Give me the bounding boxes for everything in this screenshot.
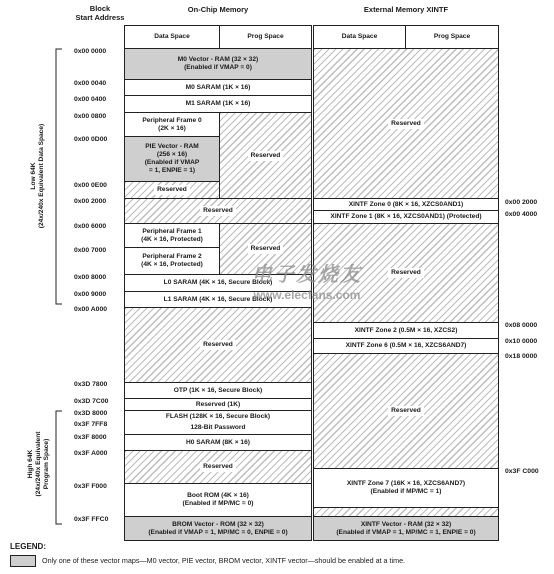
zone7-title: XINTF Zone 7 (16K × 16, XZCS6AND7) xyxy=(346,480,466,487)
addr-0x3fa000: 0x3F A000 xyxy=(74,450,108,457)
addr-0x002000: 0x00 2000 xyxy=(74,198,107,205)
external-data-space-header: Data Space xyxy=(313,25,406,49)
pf2-size: (4K × 16, Protected) xyxy=(141,261,203,268)
reserved-prog-block-0800: Reserved xyxy=(219,112,312,199)
header-start-address: Start Address xyxy=(75,13,125,22)
xintf-vector-title: XINTF Vector - RAM (32 × 32) xyxy=(360,520,452,528)
m0-saram-block: M0 SARAM (1K × 16) xyxy=(124,79,312,96)
high-64k-label: High 64K (24x/240x Equivalent Program Space) xyxy=(27,431,50,497)
addr-right-0x080000: 0x08 0000 xyxy=(505,322,538,329)
boot-rom-note: (Enabled if MP/MC = 0) xyxy=(182,500,254,507)
xintf-zone-7-block xyxy=(313,468,499,508)
xintf-vector-ram-block xyxy=(313,516,499,541)
flash-block: FLASH (128K × 16, Secure Block) xyxy=(124,410,312,423)
boot-rom-block xyxy=(124,483,312,517)
addr-0x3ff000: 0x3F F000 xyxy=(74,483,107,490)
m1-saram-block: M1 SARAM (1K × 16) xyxy=(124,95,312,113)
addr-right-0x3fc000: 0x3F C000 xyxy=(505,468,539,475)
addr-0x3d7c00: 0x3D 7C00 xyxy=(74,398,109,405)
h0-saram-block: H0 SARAM (8K × 16) xyxy=(124,434,312,451)
pie-vector-title: PIE Vector - RAM xyxy=(145,143,199,150)
watermark xyxy=(232,258,382,302)
addr-0x000800: 0x00 0800 xyxy=(74,113,107,120)
xintf-zone-1-block: XINTF Zone 1 (8K × 16, XZCS0AND1) (Protected) xyxy=(313,210,499,224)
external-memory-header: External Memory XINTF xyxy=(363,5,449,14)
on-chip-data-space-header: Data Space xyxy=(124,25,220,49)
otp-block: OTP (1K × 16, Secure Block) xyxy=(124,382,312,399)
addr-right-0x002000: 0x00 2000 xyxy=(505,199,538,206)
zone7-note: (Enabled if MP/MC = 1) xyxy=(370,488,442,495)
l0-saram-block: L0 SARAM (4K × 16, Secure Block) xyxy=(124,274,312,292)
addr-0x000400: 0x00 0400 xyxy=(74,96,107,103)
addr-0x00a000: 0x00 A000 xyxy=(74,306,108,313)
password-block: 128-Bit Password xyxy=(124,422,312,435)
legend-title: LEGEND: xyxy=(10,542,46,551)
pie-vector-note-2: = 1, ENPIE = 1) xyxy=(148,167,196,174)
watermark-chinese: 电子发烧友 xyxy=(252,262,362,286)
high-64k-bracket xyxy=(50,410,64,530)
addr-0x3f8000: 0x3F 8000 xyxy=(74,434,107,441)
brom-vector-rom-block xyxy=(124,516,312,541)
low-64k-bracket xyxy=(50,48,64,310)
block-start-address-header xyxy=(70,4,130,22)
peripheral-frame-2-block xyxy=(124,247,220,275)
m0-vector-ram-block xyxy=(124,48,312,80)
pf2-title: Peripheral Frame 2 xyxy=(142,253,202,260)
external-prog-space-header: Prog Space xyxy=(405,25,499,49)
reserved-block-2000: Reserved xyxy=(124,198,312,224)
pie-vector-note-1: (Enabled if VMAP xyxy=(144,159,200,166)
reserved-1k-block: Reserved (1K) xyxy=(124,398,312,411)
addr-0x009000: 0x00 9000 xyxy=(74,291,107,298)
xintf-vector-note: (Enabled if VMAP = 1, MP/MC = 1, ENPIE = 0) xyxy=(336,528,476,536)
pf0-title: Peripheral Frame 0 xyxy=(142,116,202,124)
addr-0x007000: 0x00 7000 xyxy=(74,247,107,254)
addr-0x006000: 0x00 6000 xyxy=(74,223,107,230)
addr-right-0x100000: 0x10 0000 xyxy=(505,338,538,345)
on-chip-prog-space-header: Prog Space xyxy=(219,25,312,49)
xintf-zone-2-block: XINTF Zone 2 (0.5M × 16, XZCS2) xyxy=(313,322,499,339)
peripheral-frame-1-block xyxy=(124,223,220,248)
ext-reserved-block-low: Reserved xyxy=(313,353,499,469)
addr-0x000000: 0x00 0000 xyxy=(74,48,107,55)
addr-0x3d8000: 0x3D 8000 xyxy=(74,410,108,417)
brom-vector-title: BROM Vector - ROM (32 × 32) xyxy=(172,520,264,528)
ext-reserved-block-top: Reserved xyxy=(313,48,499,199)
brom-vector-note: (Enabled if VMAP = 1, MP/MC = 0, ENPIE = 0) xyxy=(148,528,288,536)
ext-reserved-block-mid: Reserved xyxy=(313,223,499,323)
addr-right-0x180000: 0x18 0000 xyxy=(505,353,538,360)
addr-0x3d7800: 0x3D 7800 xyxy=(74,381,108,388)
pie-vector-size: (256 × 16) xyxy=(156,151,188,158)
pf1-size: (4K × 16, Protected) xyxy=(141,235,203,243)
addr-0x3fffc0: 0x3F FFC0 xyxy=(74,516,109,523)
addr-right-0x004000: 0x00 4000 xyxy=(505,211,538,218)
xintf-zone-0-block: XINTF Zone 0 (8K × 16, XZCS0AND1) xyxy=(313,198,499,211)
pf1-title: Peripheral Frame 1 xyxy=(142,227,202,235)
xintf-zone-6-block: XINTF Zone 6 (0.5M × 16, XZCS6AND7) xyxy=(313,338,499,354)
addr-0x000d00: 0x00 0D00 xyxy=(74,136,108,143)
peripheral-frame-0-block xyxy=(124,112,220,137)
addr-0x000040: 0x00 0040 xyxy=(74,80,107,87)
reserved-prog-block-6000: Reserved xyxy=(219,223,312,275)
header-block: Block xyxy=(89,4,111,13)
reserved-block-a000: Reserved xyxy=(124,307,312,383)
reserved-block-3fa000: Reserved xyxy=(124,450,312,484)
addr-0x008000: 0x00 8000 xyxy=(74,274,107,281)
boot-rom-title: Boot ROM (4K × 16) xyxy=(187,492,249,499)
pie-vector-ram-block xyxy=(124,136,220,182)
addr-0x000e00: 0x00 0E00 xyxy=(74,182,107,189)
m0-vector-title: M0 Vector - RAM (32 × 32) xyxy=(177,56,259,63)
legend-text: Only one of these vector maps—M0 vector, PIE vector, BROM vector, XINTF vector—should be enabled at a time. xyxy=(42,556,406,565)
reserved-block-0e00: Reserved xyxy=(124,181,220,199)
pf0-size: (2K × 16) xyxy=(158,124,186,132)
low-64k-label: Low 64K (24x/240x Equivalent Data Space) xyxy=(30,123,45,229)
watermark-url: www.elecfans.com xyxy=(253,288,361,302)
legend-swatch xyxy=(10,555,36,567)
on-chip-memory-header: On-Chip Memory xyxy=(187,5,249,14)
addr-0x3f7ff8: 0x3F 7FF8 xyxy=(74,421,108,428)
l1-saram-block: L1 SARAM (4K × 16, Secure Block) xyxy=(124,291,312,308)
m0-vector-note: (Enabled if VMAP = 0) xyxy=(184,64,252,71)
